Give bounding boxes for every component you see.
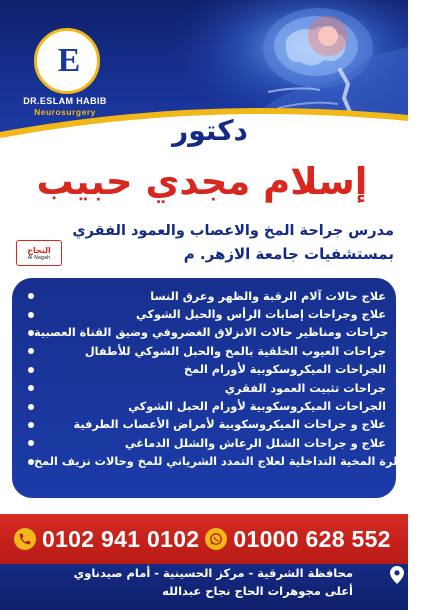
service-item <box>22 434 386 452</box>
service-item <box>22 361 386 379</box>
service-item <box>22 379 386 397</box>
service-item <box>22 342 386 360</box>
address-line-1: محافظة الشرقية - مركز الحسينية - أمام صيدناوي <box>73 566 353 580</box>
location-pin-icon <box>390 566 404 584</box>
service-text: علاج وجراحات إصابات الرأس والحبل الشوكي <box>135 308 386 322</box>
service-text: الجراحات الميكروسكوبية لأورام المخ <box>184 363 386 377</box>
service-text: علاج و جراحات الشلل الرعاش والشلل الدماغي <box>124 436 386 450</box>
whatsapp-icon <box>205 528 227 550</box>
service-item <box>22 287 386 305</box>
badge-latin: Al Nagah <box>27 254 51 261</box>
service-item <box>22 397 386 415</box>
service-text: علاج حالات آلام الرقبة والظهر وعرق النسا <box>150 289 386 303</box>
service-text: جراحات تثبيت العمود الفقري <box>224 381 386 395</box>
service-text: علاج و جراحات الميكروسكوبية لأمراض الأعصاب الطرفية <box>73 418 386 432</box>
logo-monogram: E <box>57 42 77 79</box>
bullet-icon <box>28 312 34 318</box>
position-line: مدرس جراحة المخ والاعصاب والعمود الفقري <box>72 223 394 239</box>
address-line-2: أعلى مجوهرات الحاج نجاح عبدالله <box>162 584 353 598</box>
clinic-logo <box>34 28 100 94</box>
service-item <box>22 324 389 342</box>
phone-number-mobile[interactable]: 01000 628 552 <box>233 525 391 552</box>
services-panel <box>12 278 432 498</box>
service-text: جراحات العيوب الخلقية بالمخ والحبل الشوكي للأطفال <box>84 344 386 358</box>
service-text: القسطرة المخية التداخلية لعلاج التمدد الشرياني للمخ وحالات نزيف المخ <box>34 455 432 469</box>
bullet-icon <box>28 422 34 428</box>
logo-doctor-name: DR.ESLAM HABIB <box>23 96 107 106</box>
bullet-icon <box>28 459 34 465</box>
service-text: جراحات ومناظير حالات الانزلاق الغضروفي وضيق القناة العصبية <box>34 326 389 340</box>
phone-icon <box>14 528 36 550</box>
doctor-name: إسلام مجدي حبيب <box>36 160 368 203</box>
service-item <box>22 453 432 471</box>
bullet-icon <box>28 404 34 410</box>
service-item <box>22 305 386 323</box>
service-item <box>22 416 386 434</box>
phone-number-landline[interactable]: 0102 941 0102 <box>42 525 200 552</box>
badge-arabic: النجاح <box>27 245 51 255</box>
bullet-icon <box>28 367 34 373</box>
bullet-icon <box>28 330 34 336</box>
hospital-line: بمستشفيات جامعة الازهر. م <box>183 245 394 263</box>
phone-numbers <box>14 524 391 554</box>
service-text: الجراحات الميكروسكوبية لأورام الحبل الشوكي <box>128 400 386 414</box>
doctor-title: دكتور <box>172 114 248 147</box>
logo-specialty: Neurosurgery <box>34 107 96 117</box>
printer-badge <box>16 240 62 266</box>
